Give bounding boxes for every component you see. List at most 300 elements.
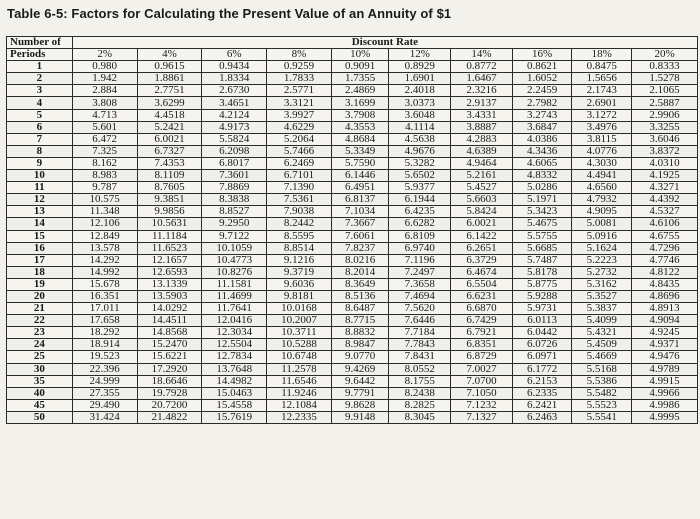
factor-cell: 11.7641 (202, 303, 267, 315)
factor-cell: 2.5771 (267, 85, 332, 97)
factor-cell: 7.1390 (267, 182, 332, 194)
factor-cell: 6.7921 (451, 327, 513, 339)
factor-cell: 12.0416 (202, 315, 267, 327)
factor-cell: 4.8122 (632, 266, 698, 278)
rate-header: 8% (267, 49, 332, 61)
factor-cell: 7.4694 (389, 290, 451, 302)
table-row (7, 399, 698, 411)
period-cell: 9 (7, 157, 73, 169)
factor-cell: 4.5327 (632, 206, 698, 218)
factor-cell: 5.7466 (267, 145, 332, 157)
factor-cell: 6.472 (72, 133, 137, 145)
factor-cell: 0.9615 (137, 61, 202, 73)
factor-cell: 10.5288 (267, 339, 332, 351)
factor-cell: 5.5168 (572, 363, 632, 375)
factor-cell: 8.1109 (137, 170, 202, 182)
factor-cell: 6.2463 (512, 411, 572, 423)
factor-cell: 9.7122 (202, 230, 267, 242)
table-row (7, 145, 698, 157)
factor-cell: 12.1657 (137, 254, 202, 266)
factor-cell: 4.8913 (632, 303, 698, 315)
factor-cell: 2.3216 (451, 85, 513, 97)
factor-cell: 10.0168 (267, 303, 332, 315)
factor-cell: 8.162 (72, 157, 137, 169)
factor-cell: 24.999 (72, 375, 137, 387)
factor-cell: 5.6502 (389, 170, 451, 182)
factor-cell: 5.4321 (572, 327, 632, 339)
factor-cell: 5.3527 (572, 290, 632, 302)
factor-cell: 6.7101 (267, 170, 332, 182)
period-cell: 16 (7, 242, 73, 254)
factor-cell: 11.4699 (202, 290, 267, 302)
factor-cell: 17.658 (72, 315, 137, 327)
factor-cell: 4.9676 (389, 145, 451, 157)
factor-cell: 4.9789 (632, 363, 698, 375)
factor-cell: 8.7715 (331, 315, 389, 327)
factor-cell: 4.6106 (632, 218, 698, 230)
factor-cell: 4.6229 (267, 121, 332, 133)
factor-cell: 4.7746 (632, 254, 698, 266)
rate-header: 2% (72, 49, 137, 61)
factor-cell: 8.8527 (202, 206, 267, 218)
factor-cell: 6.2421 (512, 399, 572, 411)
factor-cell: 0.8929 (389, 61, 451, 73)
period-cell: 11 (7, 182, 73, 194)
factor-cell: 9.787 (72, 182, 137, 194)
factor-cell: 4.9371 (632, 339, 698, 351)
factor-cell: 19.523 (72, 351, 137, 363)
factor-cell: 0.8475 (572, 61, 632, 73)
table-row (7, 278, 698, 290)
factor-cell: 8.2014 (331, 266, 389, 278)
factor-cell: 17.011 (72, 303, 137, 315)
factor-cell: 4.713 (72, 109, 137, 121)
table-row (7, 290, 698, 302)
factor-cell: 4.9476 (632, 351, 698, 363)
factor-cell: 12.106 (72, 218, 137, 230)
factor-cell: 7.1034 (331, 206, 389, 218)
factor-cell: 5.5523 (572, 399, 632, 411)
factor-cell: 7.3658 (389, 278, 451, 290)
factor-cell: 5.5482 (572, 387, 632, 399)
factor-cell: 2.6901 (572, 97, 632, 109)
factor-cell: 7.1232 (451, 399, 513, 411)
factor-cell: 7.6446 (389, 315, 451, 327)
factor-cell: 11.2578 (267, 363, 332, 375)
rate-header: 4% (137, 49, 202, 61)
factor-cell: 4.3030 (572, 157, 632, 169)
period-cell: 2 (7, 73, 73, 85)
factor-cell: 3.2743 (512, 109, 572, 121)
factor-cell: 4.0386 (512, 133, 572, 145)
factor-cell: 15.4558 (202, 399, 267, 411)
table-row (7, 387, 698, 399)
factor-cell: 4.6560 (572, 182, 632, 194)
factor-cell: 6.1944 (389, 194, 451, 206)
factor-cell: 12.1084 (267, 399, 332, 411)
period-cell: 23 (7, 327, 73, 339)
table-row (7, 85, 698, 97)
factor-cell: 1.6901 (389, 73, 451, 85)
period-cell: 45 (7, 399, 73, 411)
rate-header: 10% (331, 49, 389, 61)
factor-cell: 5.7487 (512, 254, 572, 266)
factor-cell: 3.9927 (267, 109, 332, 121)
factor-cell: 13.5903 (137, 290, 202, 302)
factor-cell: 22.396 (72, 363, 137, 375)
factor-cell: 8.983 (72, 170, 137, 182)
period-cell: 1 (7, 61, 73, 73)
factor-cell: 13.578 (72, 242, 137, 254)
factor-cell: 6.4951 (331, 182, 389, 194)
factor-cell: 7.2497 (389, 266, 451, 278)
table-row (7, 351, 698, 363)
factor-cell: 6.6282 (389, 218, 451, 230)
factor-cell: 20.7200 (137, 399, 202, 411)
factor-cell: 5.5755 (512, 230, 572, 242)
factor-cell: 2.4018 (389, 85, 451, 97)
period-cell: 12 (7, 194, 73, 206)
factor-cell: 5.4669 (572, 351, 632, 363)
table-row (7, 315, 698, 327)
factor-cell: 5.2223 (572, 254, 632, 266)
factor-cell: 5.0916 (572, 230, 632, 242)
factor-cell: 5.6603 (451, 194, 513, 206)
factor-cell: 13.7648 (202, 363, 267, 375)
table-row (7, 242, 698, 254)
factor-cell: 4.2883 (451, 133, 513, 145)
factor-cell: 2.9137 (451, 97, 513, 109)
factor-cell: 4.9245 (632, 327, 698, 339)
factor-cell: 7.9038 (267, 206, 332, 218)
factor-cell: 4.6389 (451, 145, 513, 157)
factor-cell: 8.1755 (389, 375, 451, 387)
factor-cell: 10.575 (72, 194, 137, 206)
factor-cell: 4.9173 (202, 121, 267, 133)
factor-cell: 11.348 (72, 206, 137, 218)
factor-cell: 14.992 (72, 266, 137, 278)
factor-cell: 5.3423 (512, 206, 572, 218)
factor-cell: 4.8435 (632, 278, 698, 290)
factor-cell: 2.4869 (331, 85, 389, 97)
factor-cell: 4.0776 (572, 145, 632, 157)
factor-cell: 6.1422 (451, 230, 513, 242)
factor-cell: 4.3553 (331, 121, 389, 133)
factor-cell: 2.9906 (632, 109, 698, 121)
factor-cell: 0.9259 (267, 61, 332, 73)
table-row (7, 303, 698, 315)
factor-cell: 29.490 (72, 399, 137, 411)
rate-header: 20% (632, 49, 698, 61)
factor-cell: 5.5824 (202, 133, 267, 145)
period-cell: 19 (7, 278, 73, 290)
factor-cell: 8.2825 (389, 399, 451, 411)
factor-cell: 12.5504 (202, 339, 267, 351)
factor-cell: 3.4651 (202, 97, 267, 109)
factor-cell: 6.0726 (512, 339, 572, 351)
factor-cell: 3.6847 (512, 121, 572, 133)
factor-cell: 5.8178 (512, 266, 572, 278)
factor-cell: 7.5620 (389, 303, 451, 315)
factor-cell: 6.9740 (389, 242, 451, 254)
factor-cell: 3.0373 (389, 97, 451, 109)
periods-header-line1: Number of (7, 37, 73, 49)
factor-cell: 10.2007 (267, 315, 332, 327)
factor-cell: 18.6646 (137, 375, 202, 387)
factor-cell: 9.1216 (267, 254, 332, 266)
factor-cell: 18.914 (72, 339, 137, 351)
factor-cell: 3.8115 (572, 133, 632, 145)
factor-cell: 8.5595 (267, 230, 332, 242)
factor-cell: 6.2098 (202, 145, 267, 157)
factor-cell: 3.1699 (331, 97, 389, 109)
factor-cell: 9.3851 (137, 194, 202, 206)
factor-cell: 14.292 (72, 254, 137, 266)
factor-cell: 5.7590 (331, 157, 389, 169)
factor-cell: 9.4269 (331, 363, 389, 375)
factor-cell: 2.1065 (632, 85, 698, 97)
factor-cell: 4.2124 (202, 109, 267, 121)
factor-cell: 4.9464 (451, 157, 513, 169)
rate-header: 14% (451, 49, 513, 61)
factor-cell: 5.601 (72, 121, 137, 133)
factor-cell: 5.5386 (572, 375, 632, 387)
factor-cell: 3.6048 (389, 109, 451, 121)
factor-cell: 1.7355 (331, 73, 389, 85)
factor-cell: 1.5656 (572, 73, 632, 85)
factor-cell: 4.4518 (137, 109, 202, 121)
period-cell: 15 (7, 230, 73, 242)
factor-cell: 5.2161 (451, 170, 513, 182)
factor-cell: 9.9856 (137, 206, 202, 218)
factor-cell: 9.3719 (267, 266, 332, 278)
factor-cell: 9.6036 (267, 278, 332, 290)
table-row (7, 61, 698, 73)
factor-cell: 6.8137 (331, 194, 389, 206)
factor-cell: 2.2459 (512, 85, 572, 97)
factor-cell: 4.9094 (632, 315, 698, 327)
factor-cell: 4.9986 (632, 399, 698, 411)
factor-cell: 4.5638 (389, 133, 451, 145)
factor-cell: 15.2470 (137, 339, 202, 351)
factor-cell: 2.1743 (572, 85, 632, 97)
factor-cell: 1.6467 (451, 73, 513, 85)
factor-cell: 8.3838 (202, 194, 267, 206)
factor-cell: 31.424 (72, 411, 137, 423)
period-cell: 14 (7, 218, 73, 230)
discount-rate-header: Discount Rate (72, 37, 697, 49)
factor-cell: 6.2153 (512, 375, 572, 387)
factor-cell: 9.8628 (331, 399, 389, 411)
factor-cell: 2.7982 (512, 97, 572, 109)
period-cell: 50 (7, 411, 73, 423)
table-row (7, 254, 698, 266)
factor-cell: 5.4509 (572, 339, 632, 351)
factor-cell: 7.0700 (451, 375, 513, 387)
rate-header: 16% (512, 49, 572, 61)
factor-cell: 4.6065 (512, 157, 572, 169)
factor-cell: 8.6487 (331, 303, 389, 315)
factor-cell: 6.2651 (451, 242, 513, 254)
factor-cell: 19.7928 (137, 387, 202, 399)
factor-cell: 5.0286 (512, 182, 572, 194)
table-row (7, 363, 698, 375)
factor-cell: 8.3649 (331, 278, 389, 290)
factor-cell: 5.1971 (512, 194, 572, 206)
factor-cell: 5.0081 (572, 218, 632, 230)
period-cell: 17 (7, 254, 73, 266)
factor-cell: 10.3711 (267, 327, 332, 339)
factor-cell: 7.5361 (267, 194, 332, 206)
factor-cell: 6.4674 (451, 266, 513, 278)
table-row (7, 170, 698, 182)
period-cell: 3 (7, 85, 73, 97)
table-row (7, 121, 698, 133)
factor-cell: 2.884 (72, 85, 137, 97)
factor-cell: 8.0552 (389, 363, 451, 375)
factor-cell: 9.6442 (331, 375, 389, 387)
factor-cell: 5.9731 (512, 303, 572, 315)
factor-cell: 18.292 (72, 327, 137, 339)
factor-cell: 27.355 (72, 387, 137, 399)
factor-cell: 0.9091 (331, 61, 389, 73)
factor-cell: 5.9288 (512, 290, 572, 302)
factor-cell: 6.0021 (137, 133, 202, 145)
factor-cell: 5.8424 (451, 206, 513, 218)
rate-header: 6% (202, 49, 267, 61)
table-body (7, 61, 698, 424)
factor-cell: 3.4976 (572, 121, 632, 133)
factor-cell: 5.3349 (331, 145, 389, 157)
factor-cell: 9.2950 (202, 218, 267, 230)
factor-cell: 4.8696 (632, 290, 698, 302)
factor-cell: 4.7296 (632, 242, 698, 254)
factor-cell: 4.6755 (632, 230, 698, 242)
factor-cell: 1.7833 (267, 73, 332, 85)
annuity-factor-table (6, 36, 698, 424)
factor-cell: 10.5631 (137, 218, 202, 230)
factor-cell: 7.325 (72, 145, 137, 157)
factor-cell: 6.1446 (331, 170, 389, 182)
factor-cell: 4.1114 (389, 121, 451, 133)
factor-cell: 4.8332 (512, 170, 572, 182)
factor-cell: 10.6748 (267, 351, 332, 363)
table-row (7, 133, 698, 145)
factor-cell: 4.9966 (632, 387, 698, 399)
factor-cell: 7.1327 (451, 411, 513, 423)
factor-cell: 11.9246 (267, 387, 332, 399)
factor-cell: 8.5136 (331, 290, 389, 302)
factor-cell: 4.8684 (331, 133, 389, 145)
factor-cell: 0.9434 (202, 61, 267, 73)
factor-cell: 5.2732 (572, 266, 632, 278)
factor-cell: 7.6061 (331, 230, 389, 242)
period-cell: 6 (7, 121, 73, 133)
factor-cell: 7.8431 (389, 351, 451, 363)
factor-cell: 2.5887 (632, 97, 698, 109)
factor-cell: 5.4527 (451, 182, 513, 194)
factor-cell: 3.6299 (137, 97, 202, 109)
factor-cell: 6.1772 (512, 363, 572, 375)
period-cell: 8 (7, 145, 73, 157)
factor-cell: 1.8861 (137, 73, 202, 85)
factor-cell: 7.0027 (451, 363, 513, 375)
factor-cell: 14.8568 (137, 327, 202, 339)
factor-cell: 6.7429 (451, 315, 513, 327)
table-row (7, 411, 698, 423)
factor-cell: 5.2064 (267, 133, 332, 145)
factor-cell: 6.2335 (512, 387, 572, 399)
factor-cell: 5.6685 (512, 242, 572, 254)
factor-cell: 15.7619 (202, 411, 267, 423)
table-row (7, 339, 698, 351)
factor-cell: 14.4511 (137, 315, 202, 327)
factor-cell: 5.3282 (389, 157, 451, 169)
rate-header: 18% (572, 49, 632, 61)
factor-cell: 9.8181 (267, 290, 332, 302)
factor-cell: 6.0021 (451, 218, 513, 230)
table-row (7, 182, 698, 194)
factor-cell: 5.3837 (572, 303, 632, 315)
factor-cell: 6.3729 (451, 254, 513, 266)
period-cell: 7 (7, 133, 73, 145)
factor-cell: 6.5504 (451, 278, 513, 290)
factor-cell: 3.808 (72, 97, 137, 109)
factor-cell: 0.8772 (451, 61, 513, 73)
period-cell: 4 (7, 97, 73, 109)
factor-cell: 3.6046 (632, 133, 698, 145)
factor-cell: 3.7908 (331, 109, 389, 121)
factor-cell: 3.3255 (632, 121, 698, 133)
factor-cell: 9.0770 (331, 351, 389, 363)
factor-cell: 10.1059 (202, 242, 267, 254)
factor-cell: 12.3034 (202, 327, 267, 339)
factor-cell: 6.8351 (451, 339, 513, 351)
factor-cell: 8.3045 (389, 411, 451, 423)
factor-cell: 5.8775 (512, 278, 572, 290)
table-row (7, 109, 698, 121)
factor-cell: 10.8276 (202, 266, 267, 278)
factor-cell: 5.3162 (572, 278, 632, 290)
factor-cell: 4.3436 (512, 145, 572, 157)
factor-cell: 8.2438 (389, 387, 451, 399)
factor-cell: 6.6231 (451, 290, 513, 302)
table-row (7, 327, 698, 339)
factor-cell: 8.2442 (267, 218, 332, 230)
factor-cell: 8.7605 (137, 182, 202, 194)
factor-cell: 16.351 (72, 290, 137, 302)
factor-cell: 15.678 (72, 278, 137, 290)
period-cell: 40 (7, 387, 73, 399)
factor-cell: 17.2920 (137, 363, 202, 375)
period-cell: 24 (7, 339, 73, 351)
period-cell: 22 (7, 315, 73, 327)
table-row (7, 73, 698, 85)
factor-cell: 0.8333 (632, 61, 698, 73)
factor-cell: 6.0971 (512, 351, 572, 363)
factor-cell: 12.7834 (202, 351, 267, 363)
factor-cell: 7.1196 (389, 254, 451, 266)
factor-cell: 7.8869 (202, 182, 267, 194)
factor-cell: 1.8334 (202, 73, 267, 85)
factor-cell: 2.7751 (137, 85, 202, 97)
factor-cell: 5.5541 (572, 411, 632, 423)
factor-cell: 15.0463 (202, 387, 267, 399)
table-row (7, 157, 698, 169)
factor-cell: 4.9095 (572, 206, 632, 218)
factor-cell: 4.1925 (632, 170, 698, 182)
factor-cell: 5.2421 (137, 121, 202, 133)
